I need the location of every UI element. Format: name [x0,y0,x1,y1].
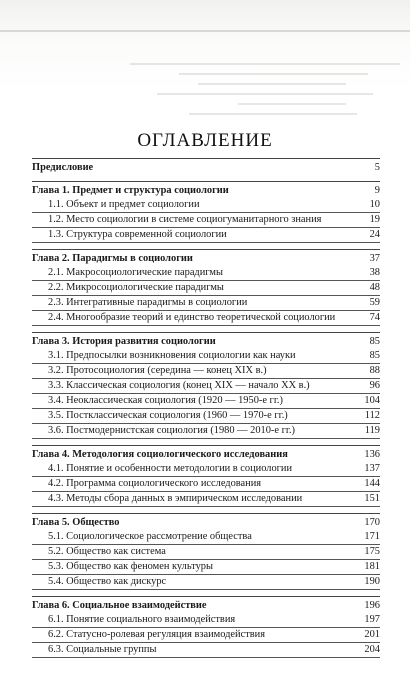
toc-section-row[interactable] [32,628,380,643]
toc-page-number: 196 [364,600,380,611]
toc-page-number: 9 [374,185,380,196]
toc-section-title: 6.3. Социальные группы [48,644,157,655]
toc-section-row[interactable] [32,560,380,575]
toc-chapter-row[interactable] [32,335,380,349]
toc-chapter-row[interactable] [32,184,380,198]
toc-section-title: 2.3. Интегративные парадигмы в социологии [48,297,248,308]
toc-page-number: 175 [364,546,380,557]
toc-chapter-block [32,249,380,326]
toc-page-number: 104 [364,395,380,406]
toc-chapter-title: Глава 2. Парадигмы в социологии [32,253,193,264]
toc-section-title: 5.4. Общество как дискурс [48,576,167,587]
toc-section-title: 3.1. Предпосылки возникновения социологии как науки [48,350,296,361]
toc-section-row[interactable] [32,266,380,281]
toc-page-number: 144 [364,478,380,489]
toc-section-row[interactable] [32,311,380,326]
toc-section-row[interactable] [32,409,380,424]
toc-page-number: 96 [369,380,380,391]
toc-page-number: 190 [364,576,380,587]
toc-section-row[interactable] [32,492,380,507]
toc-section-title: 3.4. Неоклассическая социология (1920 — 1950-е гг.) [48,395,283,406]
toc-section-title: 6.2. Статусно-ролевая регуляция взаимодействия [48,629,266,640]
toc-chapter-block [32,158,380,175]
toc-section-row[interactable] [32,213,380,228]
toc-section-title: 1.3. Структура современной социологии [48,229,227,240]
toc-page-number: 171 [364,531,380,542]
toc-section-row[interactable] [32,530,380,545]
toc-page-number: 59 [369,297,380,308]
toc-page-number: 197 [364,614,380,625]
page-title: ОГЛАВЛЕНИЕ [137,130,273,151]
toc-page-number: 5 [374,162,380,173]
toc-chapter-row[interactable] [32,599,380,613]
toc-section-title: 5.3. Общество как феномен культуры [48,561,213,572]
toc-section-row[interactable] [32,281,380,296]
toc-section-title: 2.4. Многообразие теорий и единство теоретической социологии [48,312,336,323]
toc-section-row[interactable] [32,545,380,560]
toc-section-row[interactable] [32,477,380,492]
toc-chapter-block [32,513,380,590]
toc-chapter-row[interactable] [32,448,380,462]
toc-page-number: 10 [369,199,380,210]
toc-chapter-title: Глава 1. Предмет и структура социологии [32,185,229,196]
toc-chapter-title: Предисловие [32,162,94,173]
toc-page-number: 136 [364,449,380,460]
toc-section-title: 5.2. Общество как система [48,546,166,557]
toc-page-number: 112 [364,410,380,421]
toc-page-number: 74 [369,312,380,323]
toc-section-title: 3.6. Постмодернистская социология (1980 — 2010-е гг.) [48,425,296,436]
toc-section-row[interactable] [32,379,380,394]
toc-section-title: 4.2. Программа социологического исследования [48,478,262,489]
toc-section-title: 3.5. Постклассическая социология (1960 — 1970-е гг.) [48,410,288,421]
toc-section-row[interactable] [32,198,380,213]
toc-page-number: 151 [364,493,380,504]
toc-chapter-block [32,596,380,658]
toc-page-number: 137 [364,463,380,474]
toc-chapter-block [32,445,380,507]
toc-chapter-row[interactable] [32,161,380,175]
toc-page-number: 37 [369,253,380,264]
toc-section-title: 6.1. Понятие социального взаимодействия [48,614,236,625]
toc-section-title: 1.2. Место социологии в системе социогуманитарного знания [48,214,322,225]
toc-chapter-block [32,332,380,439]
toc-chapter-title: Глава 5. Общество [32,517,120,528]
toc-section-title: 3.3. Классическая социология (конец XIX — начало XX в.) [48,380,310,391]
toc-chapter-row[interactable] [32,252,380,266]
toc-page-number: 24 [369,229,380,240]
toc-chapter-title: Глава 6. Социальное взаимодействие [32,600,207,611]
toc-page-number: 19 [369,214,380,225]
toc-section-row[interactable] [32,394,380,409]
toc-page-number: 201 [364,629,380,640]
toc-section-row[interactable] [32,462,380,477]
toc-page-number: 170 [364,517,380,528]
toc-section-row[interactable] [32,613,380,628]
toc-section-row[interactable] [32,643,380,658]
toc-chapter-title: Глава 3. История развития социологии [32,336,216,347]
toc-page-number: 204 [364,644,380,655]
toc-section-title: 5.1. Социологическое рассмотрение общества [48,531,252,542]
toc-section-title: 1.1. Объект и предмет социологии [48,199,200,210]
page-top-edge [0,30,410,32]
toc-chapter-title: Глава 4. Методология социологического исследования [32,449,288,460]
toc-page-number: 119 [364,425,380,436]
toc-chapter-row[interactable] [32,516,380,530]
toc-page-number: 85 [369,336,380,347]
toc-section-title: 3.2. Протосоциология (середина — конец XIX в.) [48,365,267,376]
toc-section-row[interactable] [32,296,380,311]
toc-section-row[interactable] [32,424,380,439]
toc-section-title: 2.2. Микросоциологические парадигмы [48,282,224,293]
toc-section-title: 4.1. Понятие и особенности методологии в социологии [48,463,293,474]
table-of-contents [32,158,380,664]
toc-section-title: 2.1. Макросоциологические парадигмы [48,267,223,278]
toc-page-number: 181 [364,561,380,572]
toc-page-number: 38 [369,267,380,278]
toc-section-row[interactable] [32,575,380,590]
toc-section-row[interactable] [32,228,380,243]
toc-page-number: 88 [369,365,380,376]
toc-page-number: 48 [369,282,380,293]
toc-section-row[interactable] [32,349,380,364]
toc-chapter-block [32,181,380,243]
toc-section-title: 4.3. Методы сбора данных в эмпирическом исследовании [48,493,303,504]
toc-section-row[interactable] [32,364,380,379]
toc-page-number: 85 [369,350,380,361]
